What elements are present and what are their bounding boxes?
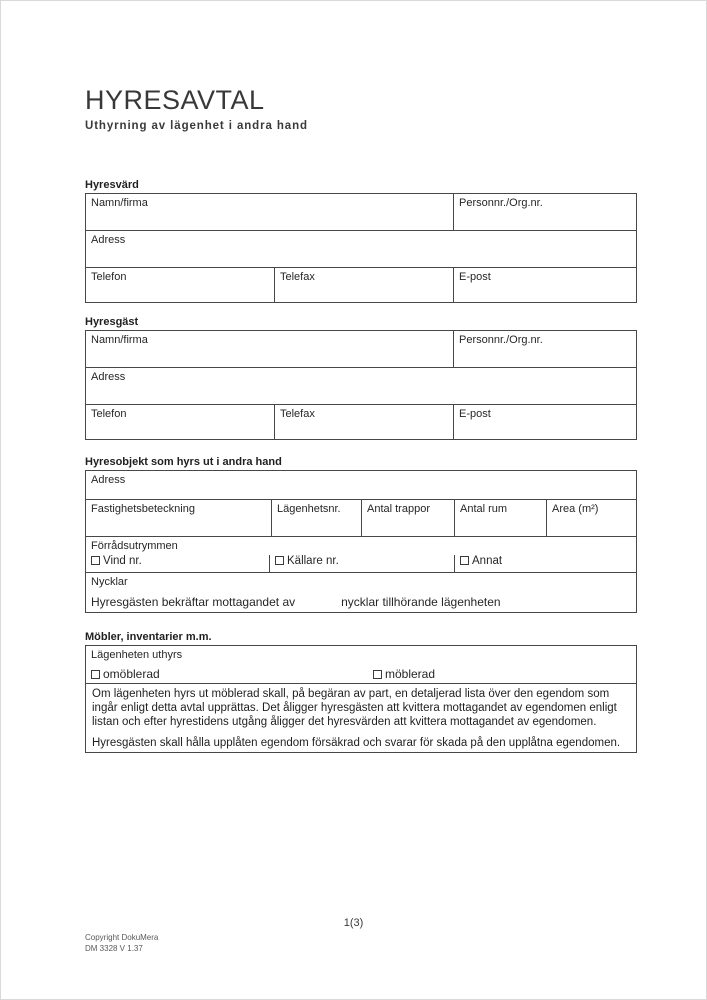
table-row — [86, 230, 636, 267]
landlord-address-field[interactable] — [86, 231, 636, 267]
tenant-name-label: Namn/firma — [91, 334, 148, 346]
attic-checkbox-label: Vind nr. — [103, 555, 142, 567]
other-checkbox-label: Annat — [472, 555, 503, 567]
landlord-email-label: E-post — [459, 271, 491, 283]
page-subtitle: Uthyrning av lägenhet i andra hand — [85, 120, 308, 133]
section-landlord — [85, 179, 637, 303]
tenant-table — [85, 330, 637, 440]
basement-checkbox-label: Källare nr. — [287, 555, 339, 567]
area-field[interactable] — [546, 500, 636, 536]
tenant-address-label: Adress — [91, 371, 126, 383]
keys-text-after: nycklar tillhörande lägenheten — [341, 595, 501, 610]
furnished-checkbox[interactable] — [373, 670, 382, 679]
keys-sentence — [91, 595, 631, 609]
rooms-label: Antal rum — [460, 503, 508, 515]
keys-text-before: Hyresgästen bekräftar mottagandet av — [91, 595, 296, 610]
keys-cell — [86, 573, 636, 612]
furnished-checkbox-label: möblerad — [385, 667, 436, 682]
storage-option-other[interactable] — [454, 555, 636, 572]
other-checkbox[interactable] — [460, 556, 469, 565]
apartment-number-label: Lägenhetsnr. — [277, 503, 341, 515]
object-address-label: Adress — [91, 474, 126, 486]
table-row — [86, 267, 636, 302]
tenant-fax-label: Telefax — [280, 408, 315, 420]
copyright-block — [85, 932, 158, 954]
furnishing-cell — [86, 646, 636, 683]
furnishing-option-furnished[interactable] — [373, 667, 435, 681]
landlord-fax-label: Telefax — [280, 271, 315, 283]
furniture-terms-cell — [86, 684, 636, 752]
tenant-personal-number-field[interactable] — [453, 331, 636, 367]
furniture-heading: Möbler, inventarier m.m. — [85, 631, 212, 643]
landlord-address-label: Adress — [91, 234, 126, 246]
unfurnished-checkbox[interactable] — [91, 670, 100, 679]
stairs-field[interactable] — [361, 500, 454, 536]
storage-label-cell — [86, 537, 636, 555]
landlord-email-field[interactable] — [453, 268, 636, 302]
table-row — [86, 331, 636, 367]
landlord-phone-field[interactable] — [86, 268, 274, 302]
furniture-paragraph-2: Hyresgästen skall hålla upplåten egendom försäkrad och svarar för skada på den upplåtna egendomen. — [92, 737, 621, 750]
table-row — [86, 471, 636, 499]
tenant-email-label: E-post — [459, 408, 491, 420]
table-row — [86, 194, 636, 230]
section-rental-object — [85, 456, 637, 613]
basement-checkbox[interactable] — [275, 556, 284, 565]
storage-option-attic[interactable] — [86, 555, 269, 572]
page-title: HYRESAVTAL — [85, 85, 265, 115]
apartment-number-field[interactable] — [271, 500, 361, 536]
section-tenant — [85, 316, 637, 440]
table-row — [86, 499, 636, 536]
landlord-fax-field[interactable] — [274, 268, 453, 302]
attic-checkbox[interactable] — [91, 556, 100, 565]
landlord-phone-label: Telefon — [91, 271, 127, 283]
unfurnished-checkbox-label: omöblerad — [103, 667, 160, 682]
storage-option-basement[interactable] — [269, 555, 454, 572]
tenant-fax-field[interactable] — [274, 405, 453, 439]
table-row — [86, 646, 636, 683]
tenant-address-field[interactable] — [86, 368, 636, 404]
keys-label: Nycklar — [91, 576, 128, 588]
landlord-heading: Hyresvärd — [85, 179, 139, 191]
landlord-personal-number-field[interactable] — [453, 194, 636, 230]
furniture-paragraph-1: Om lägenheten hyrs ut möblerad skall, på begäran av part, en detaljerad lista över den egendom som ingår enligt detta avtal upprättas. Det åligger hyresgästen att kvittera mottagandet av egendomen enligt listan och efter hyrestidens utgång åligger det hyresvärden att kvittera mottagandet av egendomen. — [92, 688, 617, 728]
object-address-field[interactable] — [86, 471, 636, 499]
furnishing-options — [91, 667, 631, 681]
property-designation-field[interactable] — [86, 500, 271, 536]
landlord-table — [85, 193, 637, 303]
tenant-name-field[interactable] — [86, 331, 453, 367]
document-header — [85, 86, 645, 132]
area-label: Area (m²) — [552, 503, 599, 515]
tenant-email-field[interactable] — [453, 405, 636, 439]
tenant-personal-number-label: Personnr./Org.nr. — [459, 334, 543, 346]
landlord-personal-number-label: Personnr./Org.nr. — [459, 197, 543, 209]
table-row — [86, 367, 636, 404]
table-row — [86, 404, 636, 439]
furnishing-option-unfurnished[interactable] — [91, 667, 373, 681]
page-number: 1(3) — [343, 917, 364, 929]
furniture-table — [85, 645, 637, 753]
copyright-line: Copyright DokuMera — [85, 933, 159, 942]
document-version: DM 3328 V 1.37 — [85, 944, 143, 954]
rental-object-table — [85, 470, 637, 613]
table-row — [86, 555, 636, 572]
table-row — [86, 683, 636, 752]
rooms-field[interactable] — [454, 500, 546, 536]
tenant-phone-label: Telefon — [91, 408, 127, 420]
landlord-name-label: Namn/firma — [91, 197, 148, 209]
section-furniture — [85, 631, 637, 753]
tenant-phone-field[interactable] — [86, 405, 274, 439]
table-row — [86, 536, 636, 555]
tenant-heading: Hyresgäst — [85, 316, 139, 328]
table-row — [86, 572, 636, 612]
landlord-name-field[interactable] — [86, 194, 453, 230]
storage-label: Förrådsutrymmen — [91, 540, 178, 552]
rented-as-label: Lägenheten uthyrs — [91, 649, 183, 661]
property-designation-label: Fastighetsbeteckning — [91, 503, 195, 515]
stairs-label: Antal trappor — [367, 503, 430, 515]
rental-object-heading: Hyresobjekt som hyrs ut i andra hand — [85, 456, 282, 468]
